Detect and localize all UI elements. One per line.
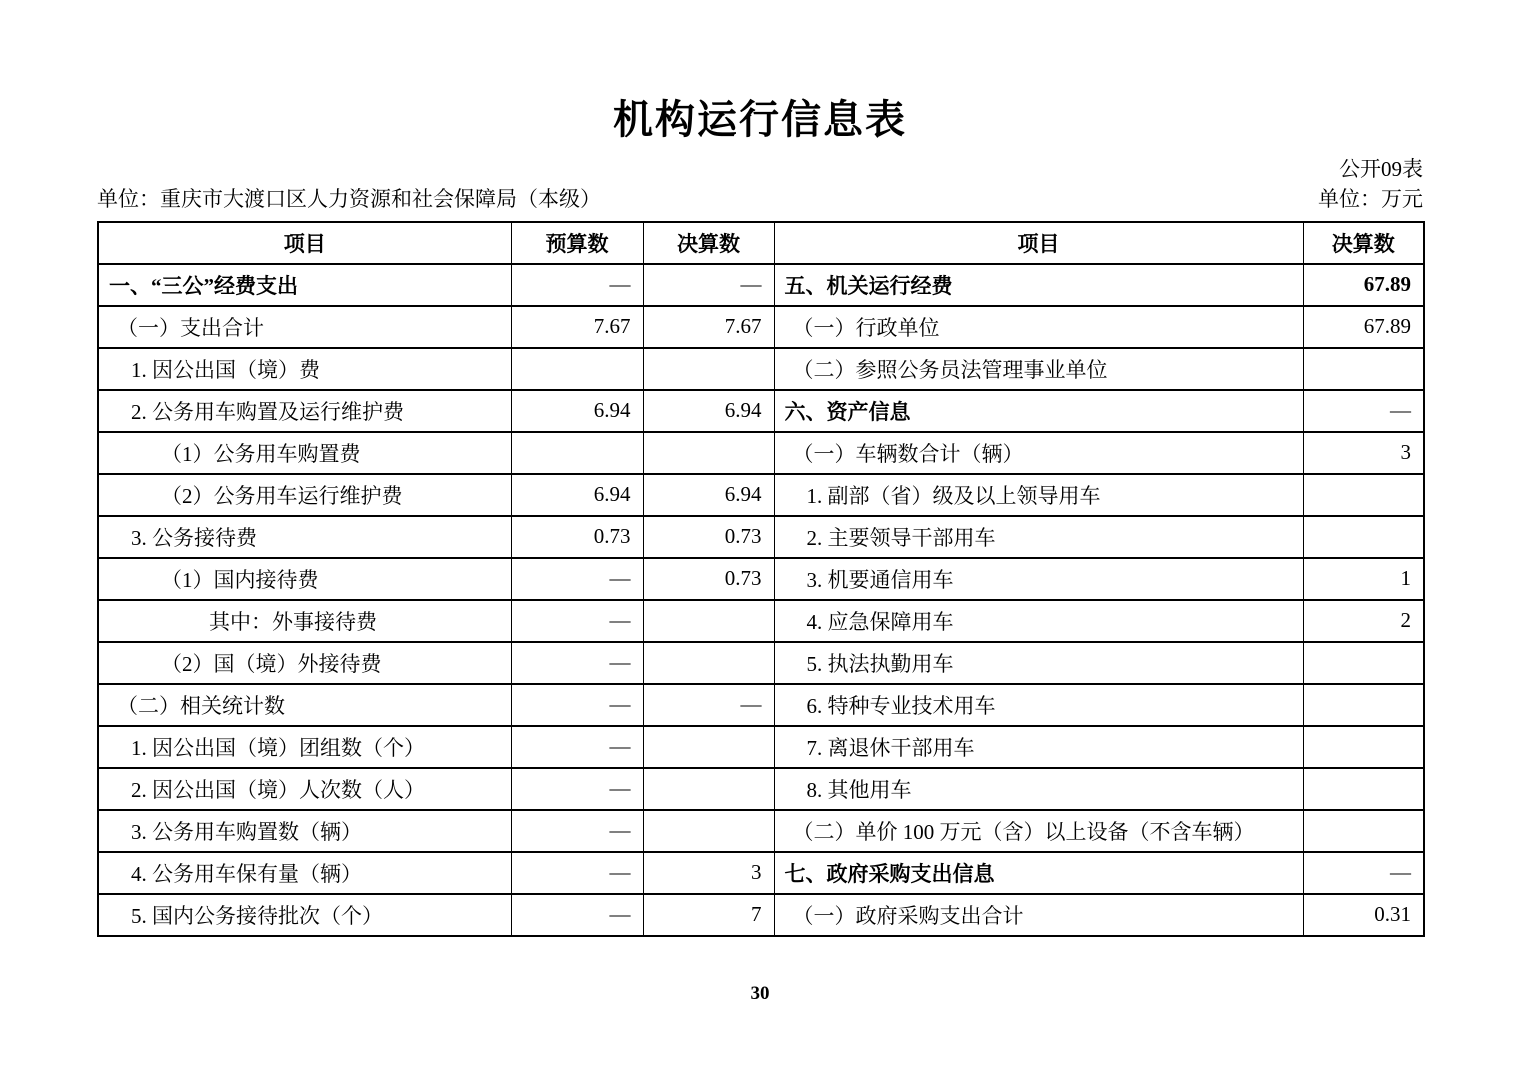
budget-value-cell: 7.67 [511,306,643,348]
table-row [98,348,1424,390]
right-item-cell: 4. 应急保障用车 [774,600,1303,642]
table-row [98,852,1424,894]
right-item-cell: 8. 其他用车 [774,768,1303,810]
table-row [98,264,1424,306]
right-item-cell: （一）行政单位 [774,306,1303,348]
left-item-cell: 3. 公务用车购置数（辆） [98,810,511,852]
table-row [98,558,1424,600]
right-item-cell: （一）政府采购支出合计 [774,894,1303,936]
header-item-right: 项目 [774,222,1303,264]
left-item-cell: 其中：外事接待费 [98,600,511,642]
currency-unit-label: 单位：万元 [1318,187,1423,212]
budget-value-cell: 0.73 [511,516,643,558]
table-row [98,432,1424,474]
right-item-cell: 五、机关运行经费 [774,264,1303,306]
final-value-cell-right: 3 [1303,432,1424,474]
table-row [98,600,1424,642]
final-value-cell-right: 67.89 [1303,306,1424,348]
final-value-cell-left: — [643,684,774,726]
left-item-cell: 2. 公务用车购置及运行维护费 [98,390,511,432]
left-item-cell: 一、“三公”经费支出 [98,264,511,306]
right-item-cell: 6. 特种专业技术用车 [774,684,1303,726]
right-item-cell: （一）车辆数合计（辆） [774,432,1303,474]
budget-value-cell: — [511,558,643,600]
table-row [98,894,1424,936]
final-value-cell-left: 0.73 [643,516,774,558]
right-item-cell: 六、资产信息 [774,390,1303,432]
final-value-cell-left: 3 [643,852,774,894]
budget-value-cell: — [511,264,643,306]
final-value-cell-left [643,432,774,474]
left-item-cell: （1）国内接待费 [98,558,511,600]
final-value-cell-right: — [1303,390,1424,432]
final-value-cell-right: 67.89 [1303,264,1424,306]
final-value-cell-left: 7.67 [643,306,774,348]
final-value-cell-left [643,810,774,852]
right-item-cell: 1. 副部（省）级及以上领导用车 [774,474,1303,516]
final-value-cell-left: 7 [643,894,774,936]
page-number: 30 [750,982,770,1004]
final-value-cell-left [643,600,774,642]
final-value-cell-right [1303,642,1424,684]
final-value-cell-left [643,642,774,684]
institution-operation-table [97,221,1425,937]
unit-name-label: 单位：重庆市大渡口区人力资源和社会保障局（本级） [97,187,601,212]
left-item-cell: （1）公务用车购置费 [98,432,511,474]
final-value-cell-left: — [643,264,774,306]
final-value-cell-left [643,348,774,390]
final-value-cell-right [1303,516,1424,558]
budget-value-cell [511,348,643,390]
budget-value-cell: 6.94 [511,474,643,516]
left-item-cell: 5. 国内公务接待批次（个） [98,894,511,936]
final-value-cell-right: 2 [1303,600,1424,642]
table-row [98,516,1424,558]
budget-value-cell: — [511,642,643,684]
left-item-cell: （二）相关统计数 [98,684,511,726]
final-value-cell-right [1303,684,1424,726]
right-item-cell: 3. 机要通信用车 [774,558,1303,600]
table-row [98,810,1424,852]
final-value-cell-right: 1 [1303,558,1424,600]
table-row [98,642,1424,684]
table-header-row [98,222,1424,264]
budget-value-cell: — [511,810,643,852]
final-value-cell-right [1303,810,1424,852]
table-code: 公开09表 [1339,157,1423,181]
right-item-cell: （二）单价 100 万元（含）以上设备（不含车辆） [774,810,1303,852]
left-item-cell: 1. 因公出国（境）费 [98,348,511,390]
budget-value-cell: — [511,726,643,768]
final-value-cell-left: 6.94 [643,474,774,516]
table-row [98,768,1424,810]
final-value-cell-left [643,726,774,768]
left-item-cell: （一）支出合计 [98,306,511,348]
table-row [98,390,1424,432]
right-item-cell: 2. 主要领导干部用车 [774,516,1303,558]
header-item-left: 项目 [98,222,511,264]
left-item-cell: 1. 因公出国（境）团组数（个） [98,726,511,768]
left-item-cell: （2）国（境）外接待费 [98,642,511,684]
right-item-cell: 7. 离退休干部用车 [774,726,1303,768]
left-item-cell: 2. 因公出国（境）人次数（人） [98,768,511,810]
page-title: 机构运行信息表 [613,98,907,142]
header-final-left: 决算数 [643,222,774,264]
left-item-cell: 4. 公务用车保有量（辆） [98,852,511,894]
final-value-cell-left: 0.73 [643,558,774,600]
table-row [98,474,1424,516]
table-row [98,726,1424,768]
budget-value-cell: — [511,684,643,726]
left-item-cell: 3. 公务接待费 [98,516,511,558]
meta-block [97,156,1423,213]
header-final-right: 决算数 [1303,222,1424,264]
budget-value-cell: 6.94 [511,390,643,432]
budget-value-cell: — [511,852,643,894]
final-value-cell-right: — [1303,852,1424,894]
table-row [98,306,1424,348]
final-value-cell-left [643,768,774,810]
final-value-cell-right: 0.31 [1303,894,1424,936]
final-value-cell-right [1303,726,1424,768]
right-item-cell: （二）参照公务员法管理事业单位 [774,348,1303,390]
right-item-cell: 七、政府采购支出信息 [774,852,1303,894]
budget-value-cell: — [511,768,643,810]
budget-value-cell [511,432,643,474]
table-row [98,684,1424,726]
right-item-cell: 5. 执法执勤用车 [774,642,1303,684]
final-value-cell-right [1303,474,1424,516]
left-item-cell: （2）公务用车运行维护费 [98,474,511,516]
budget-value-cell: — [511,894,643,936]
header-budget: 预算数 [511,222,643,264]
budget-value-cell: — [511,600,643,642]
final-value-cell-left: 6.94 [643,390,774,432]
final-value-cell-right [1303,348,1424,390]
final-value-cell-right [1303,768,1424,810]
